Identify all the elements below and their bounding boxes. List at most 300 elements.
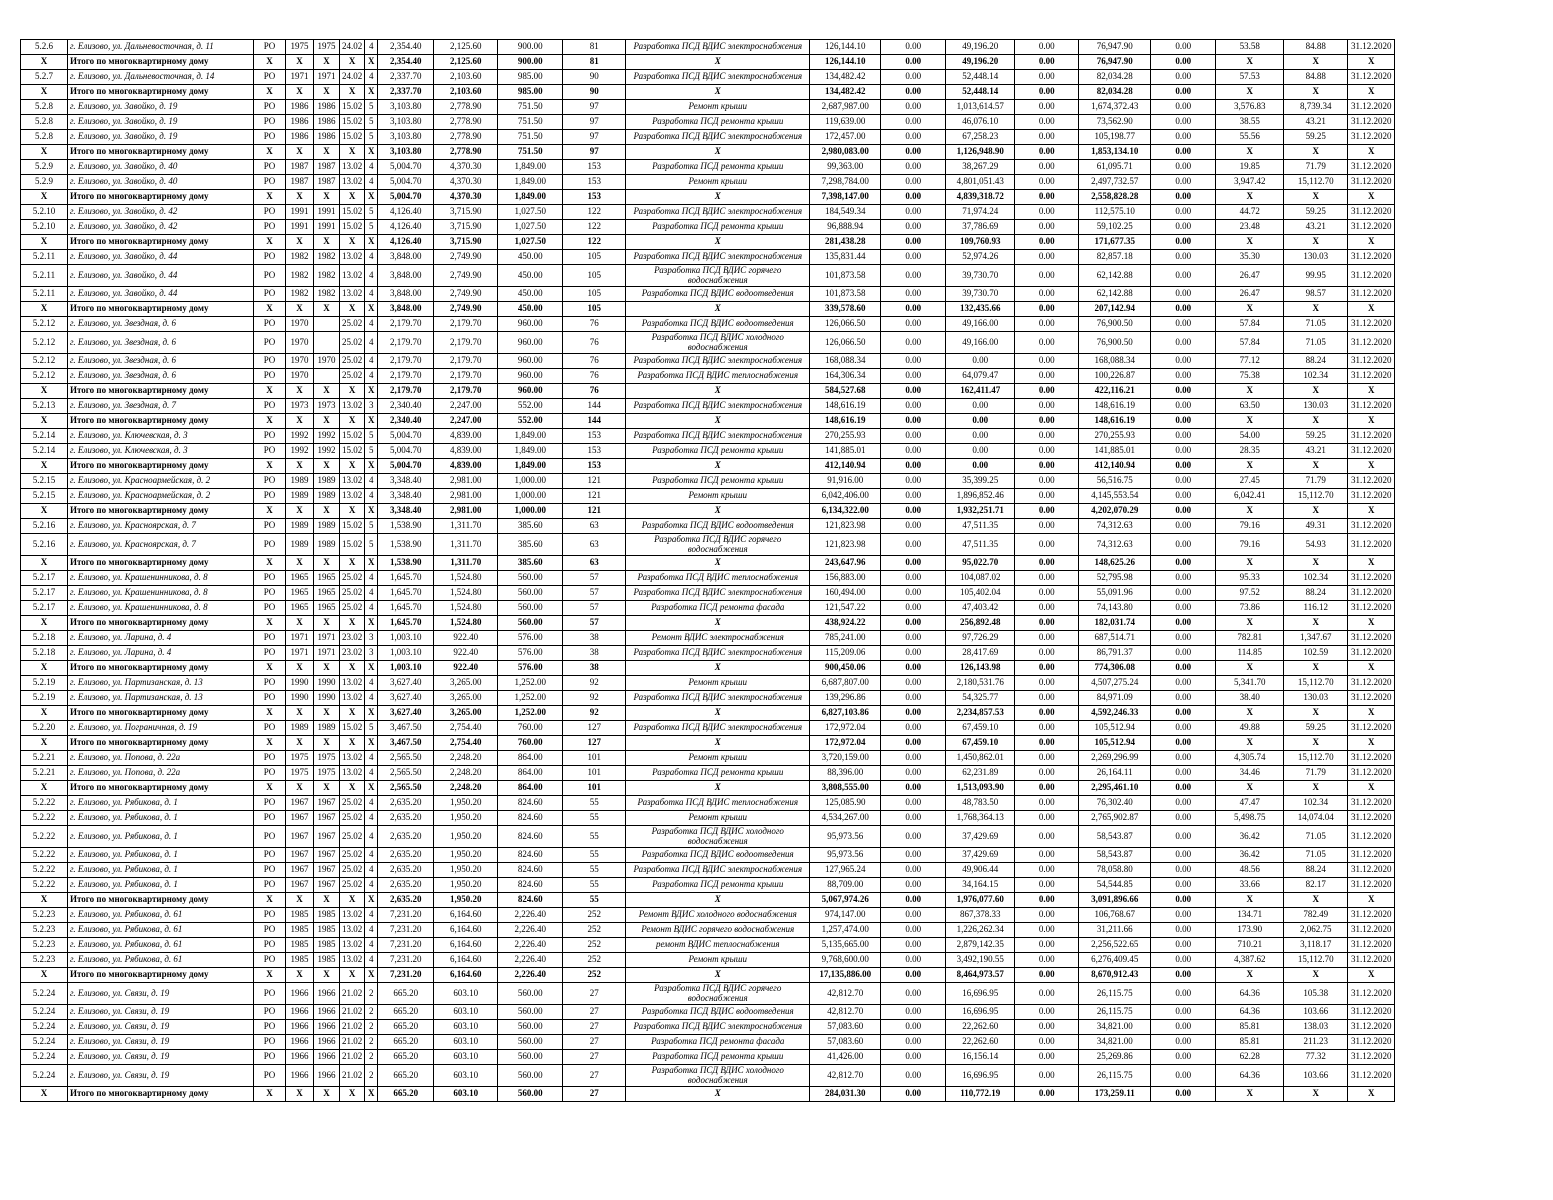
deadline-cell: 31.12.2020 bbox=[1348, 175, 1395, 190]
total-area-cell: 3,627.40 bbox=[378, 691, 434, 706]
total-cost-cell: 5,135,665.00 bbox=[810, 938, 881, 953]
total-cost-cell: 438,924.22 bbox=[810, 616, 881, 631]
municipal-funds-cell: 0.00 bbox=[1015, 586, 1079, 601]
unit-cost-cell: X bbox=[1216, 145, 1284, 160]
municipal-funds-cell: 0.00 bbox=[1015, 938, 1079, 953]
municipal-funds-cell: 0.00 bbox=[1015, 504, 1079, 519]
deadline-cell: 31.12.2020 bbox=[1348, 332, 1395, 354]
table-row bbox=[21, 646, 1395, 661]
other-funds-cell: 0.00 bbox=[1151, 459, 1216, 474]
total-area-cell: 3,848.00 bbox=[378, 250, 434, 265]
wall-material-cell: 13.02 bbox=[340, 160, 365, 175]
max-unit-cost-cell: 3,118.17 bbox=[1284, 938, 1348, 953]
total-area-cell: 3,103.80 bbox=[378, 115, 434, 130]
residential-area-cell: 6,164.60 bbox=[434, 908, 498, 923]
residents-cell: 122 bbox=[563, 220, 626, 235]
municipal-funds-cell: 0.00 bbox=[1015, 721, 1079, 736]
federal-funds-cell: 0.00 bbox=[881, 250, 946, 265]
owner-type-cell: РО bbox=[254, 571, 286, 586]
federal-funds-cell: 0.00 bbox=[881, 751, 946, 766]
address-cell: г. Елизово, ул. Завойко, д. 19 bbox=[68, 100, 254, 115]
floors-cell: 4 bbox=[365, 287, 378, 302]
house-total-row bbox=[21, 706, 1395, 721]
year-built-cell: 1985 bbox=[286, 908, 314, 923]
row-number-cell: X bbox=[21, 968, 68, 983]
unit-cost-cell: 6,042.41 bbox=[1216, 489, 1284, 504]
address-cell: Итого по многоквартирному дому bbox=[68, 968, 254, 983]
unit-cost-cell: X bbox=[1216, 968, 1284, 983]
regional-funds-cell: 37,429.69 bbox=[946, 826, 1015, 848]
other-funds-cell: 0.00 bbox=[1151, 85, 1216, 100]
municipal-funds-cell: 0.00 bbox=[1015, 631, 1079, 646]
address-cell: г. Елизово, ул. Звездная, д. 7 bbox=[68, 399, 254, 414]
total-cost-cell: 127,965.24 bbox=[810, 863, 881, 878]
row-number-cell: 5.2.22 bbox=[21, 796, 68, 811]
floors-cell: X bbox=[365, 736, 378, 751]
unit-cost-cell: 782.81 bbox=[1216, 631, 1284, 646]
municipal-funds-cell: 0.00 bbox=[1015, 863, 1079, 878]
wall-material-cell: 15.02 bbox=[340, 115, 365, 130]
year-commissioned-cell: 1991 bbox=[314, 220, 340, 235]
federal-funds-cell: 0.00 bbox=[881, 1005, 946, 1020]
other-funds-cell: 0.00 bbox=[1151, 736, 1216, 751]
total-cost-cell: 57,083.60 bbox=[810, 1035, 881, 1050]
total-cost-cell: 126,144.10 bbox=[810, 55, 881, 70]
work-type-cell: Разработка ПСД ремонта фасада bbox=[626, 1035, 810, 1050]
residential-area-cell: 1,950.20 bbox=[434, 796, 498, 811]
regional-funds-cell: 49,906.44 bbox=[946, 863, 1015, 878]
row-number-cell: X bbox=[21, 504, 68, 519]
nonresidential-area-cell: 1,252.00 bbox=[498, 676, 563, 691]
year-commissioned-cell: 1971 bbox=[314, 631, 340, 646]
deadline-cell: 31.12.2020 bbox=[1348, 953, 1395, 968]
work-type-cell: Разработка ПСД ремонта крыши bbox=[626, 766, 810, 781]
house-total-row bbox=[21, 459, 1395, 474]
unit-cost-cell: 38.40 bbox=[1216, 691, 1284, 706]
house-total-row bbox=[21, 781, 1395, 796]
regional-funds-cell: 0.00 bbox=[946, 444, 1015, 459]
floors-cell: X bbox=[365, 968, 378, 983]
residential-area-cell: 1,524.80 bbox=[434, 616, 498, 631]
municipal-funds-cell: 0.00 bbox=[1015, 661, 1079, 676]
year-commissioned-cell: X bbox=[314, 459, 340, 474]
work-type-cell: Ремонт ВДИС электроснабжения bbox=[626, 631, 810, 646]
address-cell: г. Елизово, ул. Партизанская, д. 13 bbox=[68, 691, 254, 706]
owner-type-cell: РО bbox=[254, 444, 286, 459]
row-number-cell: 5.2.10 bbox=[21, 205, 68, 220]
row-number-cell: 5.2.12 bbox=[21, 317, 68, 332]
work-type-cell: Разработка ПСД ремонта крыши bbox=[626, 160, 810, 175]
max-unit-cost-cell: X bbox=[1284, 190, 1348, 205]
year-built-cell: 1966 bbox=[286, 983, 314, 1005]
max-unit-cost-cell: 105.38 bbox=[1284, 983, 1348, 1005]
wall-material-cell: 15.02 bbox=[340, 130, 365, 145]
other-funds-cell: 0.00 bbox=[1151, 646, 1216, 661]
municipal-funds-cell: 0.00 bbox=[1015, 55, 1079, 70]
municipal-funds-cell: 0.00 bbox=[1015, 250, 1079, 265]
regional-funds-cell: 34,164.15 bbox=[946, 878, 1015, 893]
owner-type-cell: X bbox=[254, 414, 286, 429]
owner-funds-cell: 173,259.11 bbox=[1079, 1087, 1151, 1102]
residential-area-cell: 1,950.20 bbox=[434, 878, 498, 893]
deadline-cell: X bbox=[1348, 616, 1395, 631]
owner-funds-cell: 26,115.75 bbox=[1079, 1005, 1151, 1020]
work-type-cell: X bbox=[626, 893, 810, 908]
max-unit-cost-cell: X bbox=[1284, 459, 1348, 474]
wall-material-cell: 13.02 bbox=[340, 908, 365, 923]
year-built-cell: 1970 bbox=[286, 354, 314, 369]
regional-funds-cell: 1,126,948.90 bbox=[946, 145, 1015, 160]
residential-area-cell: 2,248.20 bbox=[434, 781, 498, 796]
work-type-cell: Ремонт ВДИС горячего водоснабжения bbox=[626, 923, 810, 938]
floors-cell: X bbox=[365, 706, 378, 721]
total-area-cell: 1,538.90 bbox=[378, 534, 434, 556]
row-number-cell: 5.2.15 bbox=[21, 489, 68, 504]
federal-funds-cell: 0.00 bbox=[881, 429, 946, 444]
work-type-cell: Ремонт крыши bbox=[626, 811, 810, 826]
regional-funds-cell: 4,801,051.43 bbox=[946, 175, 1015, 190]
year-built-cell: 1990 bbox=[286, 676, 314, 691]
total-cost-cell: 270,255.93 bbox=[810, 429, 881, 444]
owner-funds-cell: 74,312.63 bbox=[1079, 519, 1151, 534]
table-row bbox=[21, 519, 1395, 534]
residential-area-cell: 2,179.70 bbox=[434, 332, 498, 354]
total-area-cell: 3,467.50 bbox=[378, 736, 434, 751]
owner-funds-cell: 1,674,372.43 bbox=[1079, 100, 1151, 115]
federal-funds-cell: 0.00 bbox=[881, 1065, 946, 1087]
row-number-cell: 5.2.21 bbox=[21, 766, 68, 781]
total-area-cell: 2,635.20 bbox=[378, 878, 434, 893]
other-funds-cell: 0.00 bbox=[1151, 751, 1216, 766]
federal-funds-cell: 0.00 bbox=[881, 556, 946, 571]
other-funds-cell: 0.00 bbox=[1151, 399, 1216, 414]
wall-material-cell: X bbox=[340, 893, 365, 908]
municipal-funds-cell: 0.00 bbox=[1015, 235, 1079, 250]
work-type-cell: Разработка ПСД ВДИС горячего водоснабжения bbox=[626, 983, 810, 1005]
residents-cell: 92 bbox=[563, 706, 626, 721]
total-area-cell: 3,348.40 bbox=[378, 489, 434, 504]
regional-funds-cell: 1,768,364.13 bbox=[946, 811, 1015, 826]
other-funds-cell: 0.00 bbox=[1151, 100, 1216, 115]
floors-cell: 4 bbox=[365, 908, 378, 923]
other-funds-cell: 0.00 bbox=[1151, 586, 1216, 601]
other-funds-cell: 0.00 bbox=[1151, 287, 1216, 302]
deadline-cell: X bbox=[1348, 504, 1395, 519]
total-area-cell: 2,179.70 bbox=[378, 384, 434, 399]
unit-cost-cell: 35.30 bbox=[1216, 250, 1284, 265]
wall-material-cell: 15.02 bbox=[340, 519, 365, 534]
owner-funds-cell: 58,543.87 bbox=[1079, 848, 1151, 863]
municipal-funds-cell: 0.00 bbox=[1015, 369, 1079, 384]
residents-cell: 121 bbox=[563, 504, 626, 519]
owner-funds-cell: 270,255.93 bbox=[1079, 429, 1151, 444]
unit-cost-cell: X bbox=[1216, 235, 1284, 250]
wall-material-cell: X bbox=[340, 504, 365, 519]
other-funds-cell: 0.00 bbox=[1151, 369, 1216, 384]
total-area-cell: 665.20 bbox=[378, 1035, 434, 1050]
total-cost-cell: 339,578.60 bbox=[810, 302, 881, 317]
owner-type-cell: X bbox=[254, 968, 286, 983]
owner-type-cell: X bbox=[254, 616, 286, 631]
owner-funds-cell: 56,516.75 bbox=[1079, 474, 1151, 489]
residents-cell: 97 bbox=[563, 130, 626, 145]
regional-funds-cell: 47,403.42 bbox=[946, 601, 1015, 616]
row-number-cell: 5.2.6 bbox=[21, 40, 68, 55]
other-funds-cell: 0.00 bbox=[1151, 160, 1216, 175]
total-area-cell: 665.20 bbox=[378, 1050, 434, 1065]
house-total-row bbox=[21, 893, 1395, 908]
nonresidential-area-cell: 1,027.50 bbox=[498, 235, 563, 250]
other-funds-cell: 0.00 bbox=[1151, 1020, 1216, 1035]
residents-cell: 122 bbox=[563, 235, 626, 250]
wall-material-cell: X bbox=[340, 459, 365, 474]
nonresidential-area-cell: 985.00 bbox=[498, 70, 563, 85]
total-cost-cell: 121,823.98 bbox=[810, 519, 881, 534]
total-area-cell: 3,103.80 bbox=[378, 145, 434, 160]
house-total-row bbox=[21, 55, 1395, 70]
year-commissioned-cell: 1967 bbox=[314, 811, 340, 826]
table-row bbox=[21, 691, 1395, 706]
year-commissioned-cell: 1989 bbox=[314, 519, 340, 534]
nonresidential-area-cell: 450.00 bbox=[498, 265, 563, 287]
max-unit-cost-cell: 103.66 bbox=[1284, 1065, 1348, 1087]
unit-cost-cell: X bbox=[1216, 85, 1284, 100]
row-number-cell: 5.2.19 bbox=[21, 676, 68, 691]
deadline-cell: 31.12.2020 bbox=[1348, 489, 1395, 504]
floors-cell: X bbox=[365, 414, 378, 429]
total-cost-cell: 4,534,267.00 bbox=[810, 811, 881, 826]
total-cost-cell: 184,549.34 bbox=[810, 205, 881, 220]
other-funds-cell: 0.00 bbox=[1151, 893, 1216, 908]
unit-cost-cell: 3,947.42 bbox=[1216, 175, 1284, 190]
residential-area-cell: 2,125.60 bbox=[434, 55, 498, 70]
wall-material-cell: 13.02 bbox=[340, 175, 365, 190]
residential-area-cell: 4,839.00 bbox=[434, 459, 498, 474]
residential-area-cell: 603.10 bbox=[434, 1087, 498, 1102]
address-cell: г. Елизово, ул. Красноармейская, д. 2 bbox=[68, 489, 254, 504]
owner-funds-cell: 4,202,070.29 bbox=[1079, 504, 1151, 519]
year-built-cell: 1982 bbox=[286, 287, 314, 302]
row-number-cell: 5.2.8 bbox=[21, 100, 68, 115]
total-cost-cell: 95,973.56 bbox=[810, 848, 881, 863]
federal-funds-cell: 0.00 bbox=[881, 811, 946, 826]
other-funds-cell: 0.00 bbox=[1151, 534, 1216, 556]
federal-funds-cell: 0.00 bbox=[881, 893, 946, 908]
row-number-cell: 5.2.11 bbox=[21, 250, 68, 265]
residents-cell: 97 bbox=[563, 100, 626, 115]
residential-area-cell: 2,749.90 bbox=[434, 287, 498, 302]
nonresidential-area-cell: 824.60 bbox=[498, 826, 563, 848]
unit-cost-cell: X bbox=[1216, 384, 1284, 399]
residential-area-cell: 4,839.00 bbox=[434, 429, 498, 444]
max-unit-cost-cell: X bbox=[1284, 968, 1348, 983]
address-cell: г. Елизово, ул. Красноярская, д. 7 bbox=[68, 519, 254, 534]
wall-material-cell: 21.02 bbox=[340, 1005, 365, 1020]
residents-cell: 38 bbox=[563, 631, 626, 646]
year-commissioned-cell: 1966 bbox=[314, 1065, 340, 1087]
total-cost-cell: 6,134,322.00 bbox=[810, 504, 881, 519]
floors-cell: X bbox=[365, 616, 378, 631]
row-number-cell: 5.2.17 bbox=[21, 571, 68, 586]
total-area-cell: 2,337.70 bbox=[378, 70, 434, 85]
table-row bbox=[21, 444, 1395, 459]
municipal-funds-cell: 0.00 bbox=[1015, 100, 1079, 115]
owner-funds-cell: 141,885.01 bbox=[1079, 444, 1151, 459]
nonresidential-area-cell: 864.00 bbox=[498, 766, 563, 781]
wall-material-cell: 21.02 bbox=[340, 1065, 365, 1087]
row-number-cell: 5.2.24 bbox=[21, 983, 68, 1005]
owner-type-cell: РО bbox=[254, 676, 286, 691]
address-cell: г. Елизово, ул. Рябикова, д. 61 bbox=[68, 908, 254, 923]
municipal-funds-cell: 0.00 bbox=[1015, 691, 1079, 706]
residential-area-cell: 1,311.70 bbox=[434, 534, 498, 556]
owner-type-cell: РО bbox=[254, 601, 286, 616]
wall-material-cell: 13.02 bbox=[340, 751, 365, 766]
max-unit-cost-cell: X bbox=[1284, 302, 1348, 317]
owner-type-cell: РО bbox=[254, 205, 286, 220]
unit-cost-cell: 95.33 bbox=[1216, 571, 1284, 586]
other-funds-cell: 0.00 bbox=[1151, 923, 1216, 938]
address-cell: г. Елизово, ул. Рябикова, д. 61 bbox=[68, 953, 254, 968]
floors-cell: 5 bbox=[365, 220, 378, 235]
residential-area-cell: 3,715.90 bbox=[434, 205, 498, 220]
row-number-cell: 5.2.14 bbox=[21, 444, 68, 459]
total-area-cell: 2,565.50 bbox=[378, 766, 434, 781]
year-commissioned-cell: 1982 bbox=[314, 250, 340, 265]
wall-material-cell: X bbox=[340, 556, 365, 571]
other-funds-cell: 0.00 bbox=[1151, 601, 1216, 616]
owner-funds-cell: 1,853,134.10 bbox=[1079, 145, 1151, 160]
municipal-funds-cell: 0.00 bbox=[1015, 384, 1079, 399]
owner-funds-cell: 2,269,296.99 bbox=[1079, 751, 1151, 766]
residents-cell: 105 bbox=[563, 265, 626, 287]
year-commissioned-cell: 1967 bbox=[314, 848, 340, 863]
nonresidential-area-cell: 1,000.00 bbox=[498, 489, 563, 504]
total-area-cell: 4,126.40 bbox=[378, 220, 434, 235]
table-row bbox=[21, 115, 1395, 130]
regional-funds-cell: 52,448.14 bbox=[946, 85, 1015, 100]
address-cell: г. Елизово, ул. Крашенинникова, д. 8 bbox=[68, 571, 254, 586]
nonresidential-area-cell: 560.00 bbox=[498, 1065, 563, 1087]
row-number-cell: 5.2.9 bbox=[21, 175, 68, 190]
row-number-cell: 5.2.24 bbox=[21, 1035, 68, 1050]
deadline-cell: 31.12.2020 bbox=[1348, 354, 1395, 369]
floors-cell: 2 bbox=[365, 1050, 378, 1065]
row-number-cell: X bbox=[21, 55, 68, 70]
federal-funds-cell: 0.00 bbox=[881, 1087, 946, 1102]
municipal-funds-cell: 0.00 bbox=[1015, 302, 1079, 317]
other-funds-cell: 0.00 bbox=[1151, 145, 1216, 160]
unit-cost-cell: X bbox=[1216, 414, 1284, 429]
total-cost-cell: 148,616.19 bbox=[810, 414, 881, 429]
municipal-funds-cell: 0.00 bbox=[1015, 444, 1079, 459]
work-type-cell: X bbox=[626, 968, 810, 983]
work-type-cell: X bbox=[626, 414, 810, 429]
nonresidential-area-cell: 385.60 bbox=[498, 519, 563, 534]
row-number-cell: 5.2.19 bbox=[21, 691, 68, 706]
deadline-cell: X bbox=[1348, 85, 1395, 100]
federal-funds-cell: 0.00 bbox=[881, 534, 946, 556]
owner-funds-cell: 82,857.18 bbox=[1079, 250, 1151, 265]
total-cost-cell: 5,067,974.26 bbox=[810, 893, 881, 908]
unit-cost-cell: 73.86 bbox=[1216, 601, 1284, 616]
residential-area-cell: 922.40 bbox=[434, 661, 498, 676]
federal-funds-cell: 0.00 bbox=[881, 586, 946, 601]
work-type-cell: X bbox=[626, 235, 810, 250]
regional-funds-cell: 105,402.04 bbox=[946, 586, 1015, 601]
year-built-cell: 1975 bbox=[286, 751, 314, 766]
municipal-funds-cell: 0.00 bbox=[1015, 175, 1079, 190]
owner-type-cell: РО bbox=[254, 646, 286, 661]
other-funds-cell: 0.00 bbox=[1151, 354, 1216, 369]
total-area-cell: 4,126.40 bbox=[378, 205, 434, 220]
residents-cell: 55 bbox=[563, 796, 626, 811]
total-area-cell: 2,635.20 bbox=[378, 893, 434, 908]
address-cell: Итого по многоквартирному дому bbox=[68, 85, 254, 100]
federal-funds-cell: 0.00 bbox=[881, 863, 946, 878]
residents-cell: 90 bbox=[563, 70, 626, 85]
total-area-cell: 2,565.50 bbox=[378, 751, 434, 766]
table-row bbox=[21, 571, 1395, 586]
year-commissioned-cell: 1973 bbox=[314, 399, 340, 414]
residents-cell: 76 bbox=[563, 354, 626, 369]
residents-cell: 127 bbox=[563, 721, 626, 736]
total-cost-cell: 243,647.96 bbox=[810, 556, 881, 571]
federal-funds-cell: 0.00 bbox=[881, 384, 946, 399]
total-area-cell: 665.20 bbox=[378, 1005, 434, 1020]
unit-cost-cell: 75.38 bbox=[1216, 369, 1284, 384]
year-built-cell: X bbox=[286, 556, 314, 571]
owner-type-cell: РО bbox=[254, 160, 286, 175]
residents-cell: 27 bbox=[563, 1020, 626, 1035]
unit-cost-cell: 57.84 bbox=[1216, 332, 1284, 354]
address-cell: Итого по многоквартирному дому bbox=[68, 781, 254, 796]
total-area-cell: 2,337.70 bbox=[378, 85, 434, 100]
row-number-cell: 5.2.17 bbox=[21, 601, 68, 616]
address-cell: г. Елизово, ул. Завойко, д. 44 bbox=[68, 250, 254, 265]
floors-cell: 3 bbox=[365, 646, 378, 661]
year-commissioned-cell: 1982 bbox=[314, 287, 340, 302]
total-area-cell: 665.20 bbox=[378, 1020, 434, 1035]
max-unit-cost-cell: 88.24 bbox=[1284, 586, 1348, 601]
nonresidential-area-cell: 576.00 bbox=[498, 646, 563, 661]
total-cost-cell: 172,457.00 bbox=[810, 130, 881, 145]
regional-funds-cell: 54,325.77 bbox=[946, 691, 1015, 706]
regional-funds-cell: 62,231.89 bbox=[946, 766, 1015, 781]
total-area-cell: 7,231.20 bbox=[378, 923, 434, 938]
owner-funds-cell: 4,592,246.33 bbox=[1079, 706, 1151, 721]
federal-funds-cell: 0.00 bbox=[881, 444, 946, 459]
wall-material-cell: 25.02 bbox=[340, 571, 365, 586]
address-cell: г. Елизово, ул. Дальневосточная, д. 14 bbox=[68, 70, 254, 85]
address-cell: г. Елизово, ул. Связи, д. 19 bbox=[68, 1005, 254, 1020]
unit-cost-cell: 710.21 bbox=[1216, 938, 1284, 953]
residential-area-cell: 4,839.00 bbox=[434, 444, 498, 459]
work-type-cell: Ремонт ВДИС холодного водоснабжения bbox=[626, 908, 810, 923]
owner-funds-cell: 34,821.00 bbox=[1079, 1035, 1151, 1050]
unit-cost-cell: 173.90 bbox=[1216, 923, 1284, 938]
total-cost-cell: 134,482.42 bbox=[810, 70, 881, 85]
max-unit-cost-cell: 84.88 bbox=[1284, 70, 1348, 85]
federal-funds-cell: 0.00 bbox=[881, 1035, 946, 1050]
federal-funds-cell: 0.00 bbox=[881, 1020, 946, 1035]
residents-cell: 63 bbox=[563, 534, 626, 556]
total-area-cell: 2,340.40 bbox=[378, 399, 434, 414]
year-commissioned-cell: 1975 bbox=[314, 766, 340, 781]
max-unit-cost-cell: 43.21 bbox=[1284, 444, 1348, 459]
work-type-cell: Разработка ПСД ВДИС электроснабжения bbox=[626, 429, 810, 444]
residential-area-cell: 2,778.90 bbox=[434, 130, 498, 145]
